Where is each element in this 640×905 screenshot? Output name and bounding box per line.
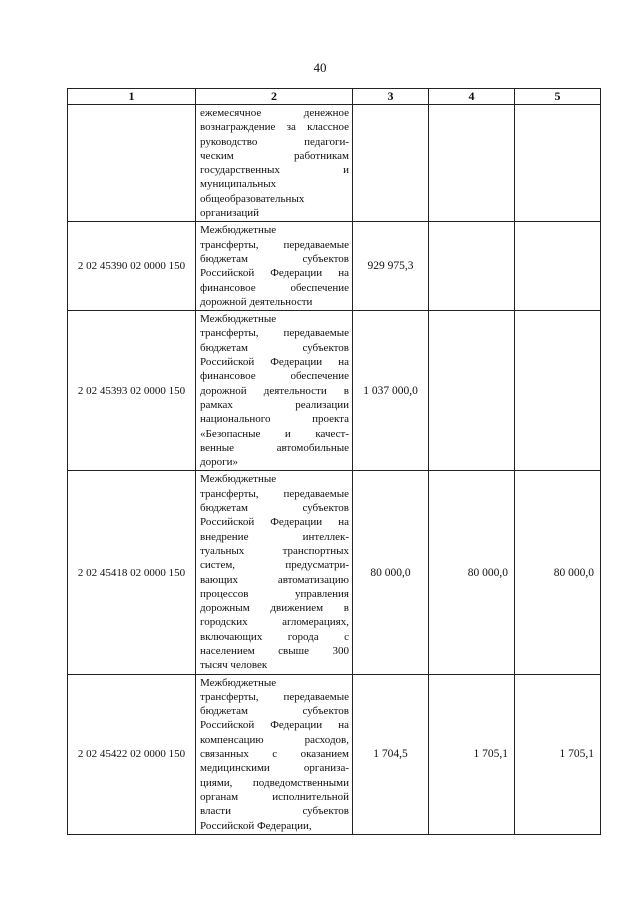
header-col-4: 4 — [429, 89, 515, 105]
description-line: трансферты, передаваемые — [200, 487, 349, 500]
description-line: тысяч человек — [200, 659, 268, 672]
description-cell — [196, 105, 353, 222]
description-line: «Безопасные и качест- — [200, 427, 349, 440]
description-line: организаций — [200, 207, 260, 220]
description-line: туальных транспортных — [200, 544, 349, 557]
description-line: циями, подведомственными — [200, 776, 349, 789]
description-line: трансферты, передаваемые — [200, 690, 349, 703]
description-line: Российской Федерации на — [200, 356, 349, 369]
budget-table — [67, 88, 601, 835]
table-header-row — [68, 89, 601, 105]
amount-col-3: 1 704,5 — [353, 674, 429, 834]
description-line: медицинскими организа- — [200, 762, 349, 775]
description-line: вознаграждение за классное — [200, 121, 349, 134]
description-line: органам исполнительной — [200, 790, 349, 803]
table-row — [68, 674, 601, 834]
description-line: внедрение интеллек- — [200, 530, 349, 543]
description-line: ческим работникам — [200, 149, 349, 162]
amount-col-5 — [515, 311, 601, 471]
description-line: дорожной деятельности — [200, 295, 313, 308]
budget-code: 2 02 45390 02 0000 150 — [68, 222, 196, 311]
header-col-5: 5 — [515, 89, 601, 105]
description-line: бюджетам субъектов — [200, 252, 349, 265]
table-row — [68, 222, 601, 311]
budget-code: 2 02 45422 02 0000 150 — [68, 674, 196, 834]
amount-col-3 — [353, 105, 429, 222]
description-line: власти субъектов — [200, 805, 349, 818]
description-line: Российской Федерации на — [200, 267, 349, 280]
description-line: связанных с оказанием — [200, 748, 349, 761]
page-number: 40 — [313, 60, 327, 75]
description-line: руководство педагоги- — [200, 135, 349, 148]
description-line: финансовое обеспечение — [200, 281, 349, 294]
description-cell — [196, 222, 353, 311]
header-col-1: 1 — [68, 89, 196, 105]
description-line: венные автомобильные — [200, 441, 349, 454]
description-line: трансферты, передаваемые — [200, 327, 349, 340]
budget-code — [68, 105, 196, 222]
description-line: ежемесячное денежное — [200, 107, 349, 119]
budget-code: 2 02 45418 02 0000 150 — [68, 471, 196, 674]
header-col-2: 2 — [196, 89, 353, 105]
description-line: Российской Федерации на — [200, 719, 349, 732]
amount-col-5: 1 705,1 — [515, 674, 601, 834]
description-line: вающих автоматизацию — [200, 573, 349, 586]
amount-col-4: 80 000,0 — [429, 471, 515, 674]
table-row — [68, 311, 601, 471]
description-line: бюджетам субъектов — [200, 705, 349, 718]
description-line: Межбюджетные — [200, 313, 277, 326]
description-cell — [196, 471, 353, 674]
description-line: Межбюджетные — [200, 224, 277, 237]
description-line: систем, предусматри- — [200, 559, 349, 572]
amount-col-4: 1 705,1 — [429, 674, 515, 834]
description-line: бюджетам субъектов — [200, 341, 349, 354]
description-line: муниципальных — [200, 178, 277, 191]
header-col-3: 3 — [353, 89, 429, 105]
amount-col-3: 929 975,3 — [353, 222, 429, 311]
description-line: дороги» — [200, 456, 238, 469]
amount-col-5: 80 000,0 — [515, 471, 601, 674]
description-line: Российской Федерации на — [200, 516, 349, 529]
amount-col-3: 1 037 000,0 — [353, 311, 429, 471]
description-line: Российской Федерации, — [200, 819, 312, 832]
description-line: финансовое обеспечение — [200, 370, 349, 383]
description-line: включающих города с — [200, 630, 349, 643]
description-line: трансферты, передаваемые — [200, 238, 349, 251]
description-line: процессов управления — [200, 587, 349, 600]
table-row — [68, 471, 601, 674]
amount-col-4 — [429, 105, 515, 222]
amount-col-4 — [429, 222, 515, 311]
description-line: Межбюджетные — [200, 676, 277, 689]
description-line: рамках реализации — [200, 398, 349, 411]
description-line: дорожной деятельности в — [200, 384, 349, 397]
amount-col-4 — [429, 311, 515, 471]
description-line: дорожным движением в — [200, 602, 349, 615]
description-line: компенсацию расходов, — [200, 733, 349, 746]
amount-col-3: 80 000,0 — [353, 471, 429, 674]
description-cell — [196, 674, 353, 834]
description-line: общеобразовательных — [200, 192, 305, 205]
table-row — [68, 105, 601, 222]
description-line: городских агломерациях, — [200, 616, 349, 629]
description-line: бюджетам субъектов — [200, 502, 349, 515]
description-line: населением свыше 300 — [200, 644, 349, 657]
description-cell — [196, 311, 353, 471]
description-line: национального проекта — [200, 413, 349, 426]
budget-code: 2 02 45393 02 0000 150 — [68, 311, 196, 471]
description-line: государственных и — [200, 164, 349, 177]
amount-col-5 — [515, 105, 601, 222]
amount-col-5 — [515, 222, 601, 311]
description-line: Межбюджетные — [200, 473, 277, 486]
